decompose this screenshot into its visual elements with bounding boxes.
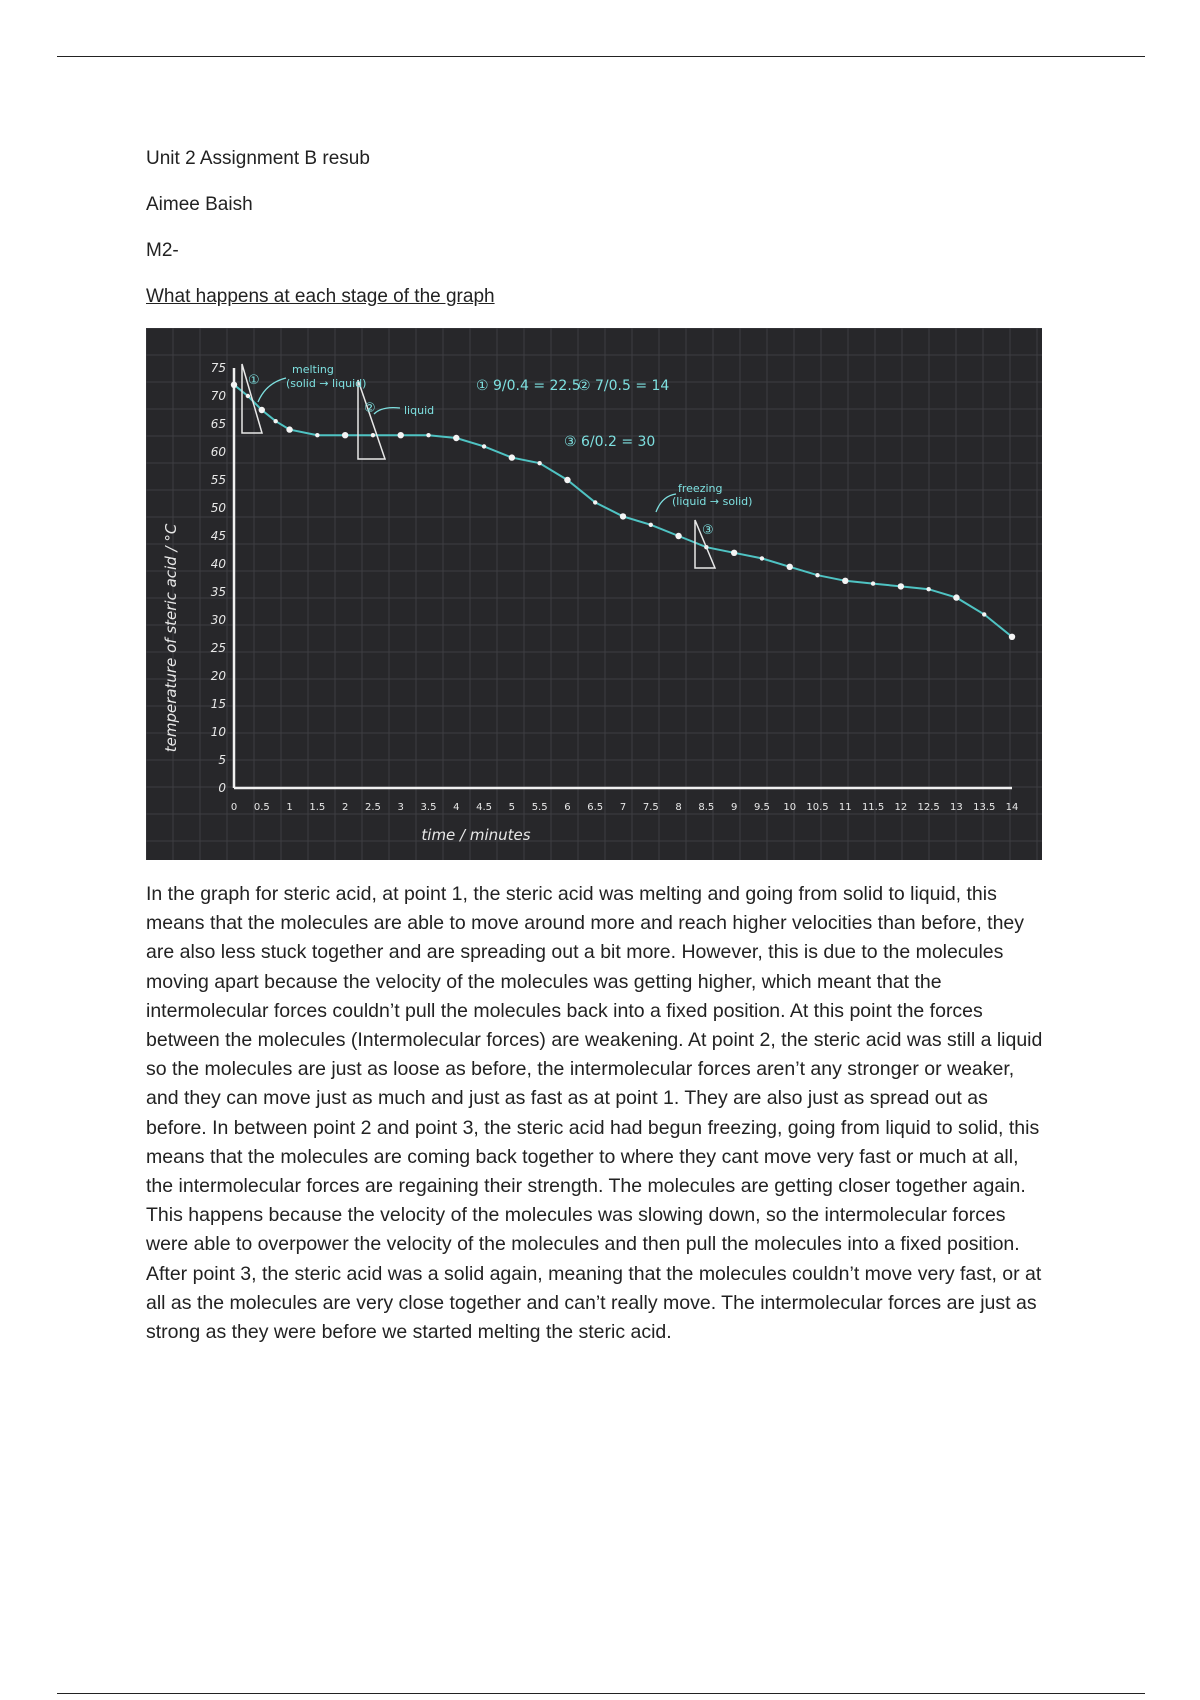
data-point [315, 433, 319, 437]
x-tick-label: 7 [619, 802, 627, 813]
series-points [231, 382, 1015, 640]
y-tick-label: 10 [210, 725, 226, 739]
data-point [273, 419, 277, 423]
data-point [898, 583, 904, 589]
x-tick-label: 1.5 [309, 802, 326, 813]
data-point [649, 523, 653, 527]
data-point [398, 432, 404, 438]
data-point [453, 435, 459, 441]
x-tick-label: 10 [783, 802, 797, 813]
annotation-melting: melting [292, 363, 334, 376]
x-tick-label: 3.5 [420, 802, 437, 813]
x-tick-label: 13.5 [973, 802, 996, 813]
data-point [675, 533, 681, 539]
x-tick-label: 8.5 [698, 802, 715, 813]
x-tick-label: 9.5 [753, 802, 770, 813]
data-point [815, 573, 819, 577]
x-tick-label: 12 [894, 802, 908, 813]
section-heading: What happens at each stage of the graph [146, 286, 495, 307]
x-tick-label: 13 [950, 802, 963, 813]
y-tick-label: 25 [210, 641, 226, 655]
x-tick-label: 4.5 [476, 802, 493, 813]
x-tick-label: 2 [341, 802, 349, 813]
x-tick-labels [231, 802, 1019, 813]
x-tick-label: 9 [730, 802, 738, 813]
graph-photo [146, 328, 1042, 860]
data-point [426, 433, 430, 437]
data-point [760, 556, 764, 560]
x-axis-label: time / minutes [421, 826, 531, 844]
document-title: Unit 2 Assignment B resub [146, 148, 370, 169]
temperature-time-chart [146, 328, 1042, 860]
x-tick-label: 14 [1005, 802, 1019, 813]
point-marker-1: ① [248, 373, 260, 388]
gradient-calc-3: ③ 6/0.2 = 30 [564, 434, 656, 450]
data-point [787, 564, 793, 570]
section-label: M2- [146, 240, 179, 261]
x-tick-label: 1 [286, 802, 293, 813]
y-tick-label: 50 [210, 501, 226, 515]
data-point [953, 594, 959, 600]
y-tick-label: 20 [210, 669, 226, 683]
x-tick-label: 0.5 [253, 802, 270, 813]
annotation-melting-sub: (solid → liquid) [286, 377, 367, 390]
x-tick-label: 6 [564, 802, 571, 813]
body-paragraph: In the graph for steric acid, at point 1, the steric acid was melting and going from solid to liquid, this means that the molecules are able to move around more and reach higher velocities than before, they are also less stuck together and are spreading out a bit more. However, this is due to the molecules moving apart because the velocity of the molecules was getting higher, which meant that the intermolecular forces couldn’t pull the molecules back into a fixed position. At this point the forces between the molecules (Intermolecular forces) are weakening. At point 2, the steric acid was still a liquid so the molecules are just as loose as before, the intermolecular forces aren’t any stronger or weaker, and they can move just as much and just as fast as at point 1. They are also just as spread out as before. In between point 2 and point 3, the steric acid had begun freezing, going from liquid to solid, this means that the molecules are coming back together to where they cant move very fast or much at all, the intermolecular forces are regaining their strength. The molecules are getting closer together again. This happens because the velocity of the molecules was slowing down, so the intermolecular forces were able to overpower the velocity of the molecules and then pull the molecules into a fixed position. After point 3, the steric acid was a solid again, meaning that the molecules couldn’t move very fast, or at all as the molecules are very close together and can’t really move. The intermolecular forces are just as strong as they were before we started melting the steric acid. [146, 883, 1043, 1344]
data-point [286, 426, 292, 432]
y-tick-label: 65 [210, 417, 226, 431]
y-tick-label: 30 [210, 613, 226, 627]
gradient-calc-1: ① 9/0.4 = 22.5 [476, 378, 581, 394]
data-point [371, 433, 375, 437]
data-point [731, 550, 737, 556]
annotation-freezing: freezing [678, 482, 723, 495]
y-tick-label: 40 [210, 557, 226, 571]
y-tick-label: 60 [210, 445, 226, 459]
x-tick-label: 2.5 [364, 802, 381, 813]
y-tick-labels [211, 361, 227, 795]
gradient-calc-2: ② 7/0.5 = 14 [578, 378, 670, 394]
x-tick-label: 11.5 [861, 802, 885, 813]
data-point [620, 513, 626, 519]
x-tick-label: 11 [838, 802, 852, 813]
data-point [564, 477, 570, 483]
data-point [926, 587, 930, 591]
x-tick-label: 6.5 [587, 802, 604, 813]
y-tick-label: 70 [210, 389, 226, 403]
bottom-rule [57, 1693, 1145, 1694]
y-axis-label: temperature of steric acid / °C [162, 523, 180, 753]
data-point [231, 382, 237, 388]
data-point [537, 461, 541, 465]
y-tick-label: 75 [210, 361, 226, 375]
x-tick-label: 4 [453, 802, 460, 813]
annotation-freezing-sub: (liquid → solid) [672, 495, 753, 508]
x-tick-label: 7.5 [642, 802, 659, 813]
point-marker-3: ③ [702, 523, 714, 538]
data-point [246, 394, 250, 398]
y-tick-label: 5 [218, 753, 226, 767]
data-point [509, 454, 515, 460]
y-tick-label: 15 [210, 697, 226, 711]
y-tick-label: 0 [218, 781, 226, 795]
annotation-liquid: liquid [404, 404, 435, 417]
chart-axes [234, 368, 1012, 788]
data-point [259, 407, 265, 413]
data-point [871, 581, 875, 585]
x-tick-label: 0 [230, 802, 238, 813]
x-tick-label: 8 [675, 802, 682, 813]
point-marker-2: ② [364, 401, 376, 416]
data-point [982, 612, 986, 616]
data-point [1009, 634, 1015, 640]
x-tick-label: 5.5 [531, 802, 548, 813]
y-tick-label: 35 [210, 585, 226, 599]
y-tick-label: 45 [210, 529, 226, 543]
data-point [593, 500, 597, 504]
x-tick-label: 10.5 [806, 802, 829, 813]
y-tick-label: 55 [210, 473, 226, 487]
x-tick-label: 5 [508, 802, 516, 813]
grid-lines [146, 328, 1042, 860]
data-point [342, 432, 348, 438]
x-tick-label: 3 [397, 802, 404, 813]
series-line [234, 385, 1012, 637]
data-point [482, 444, 486, 448]
x-tick-label: 12.5 [917, 802, 940, 813]
data-point [842, 578, 848, 584]
author-name: Aimee Baish [146, 194, 253, 215]
top-rule [57, 56, 1145, 57]
